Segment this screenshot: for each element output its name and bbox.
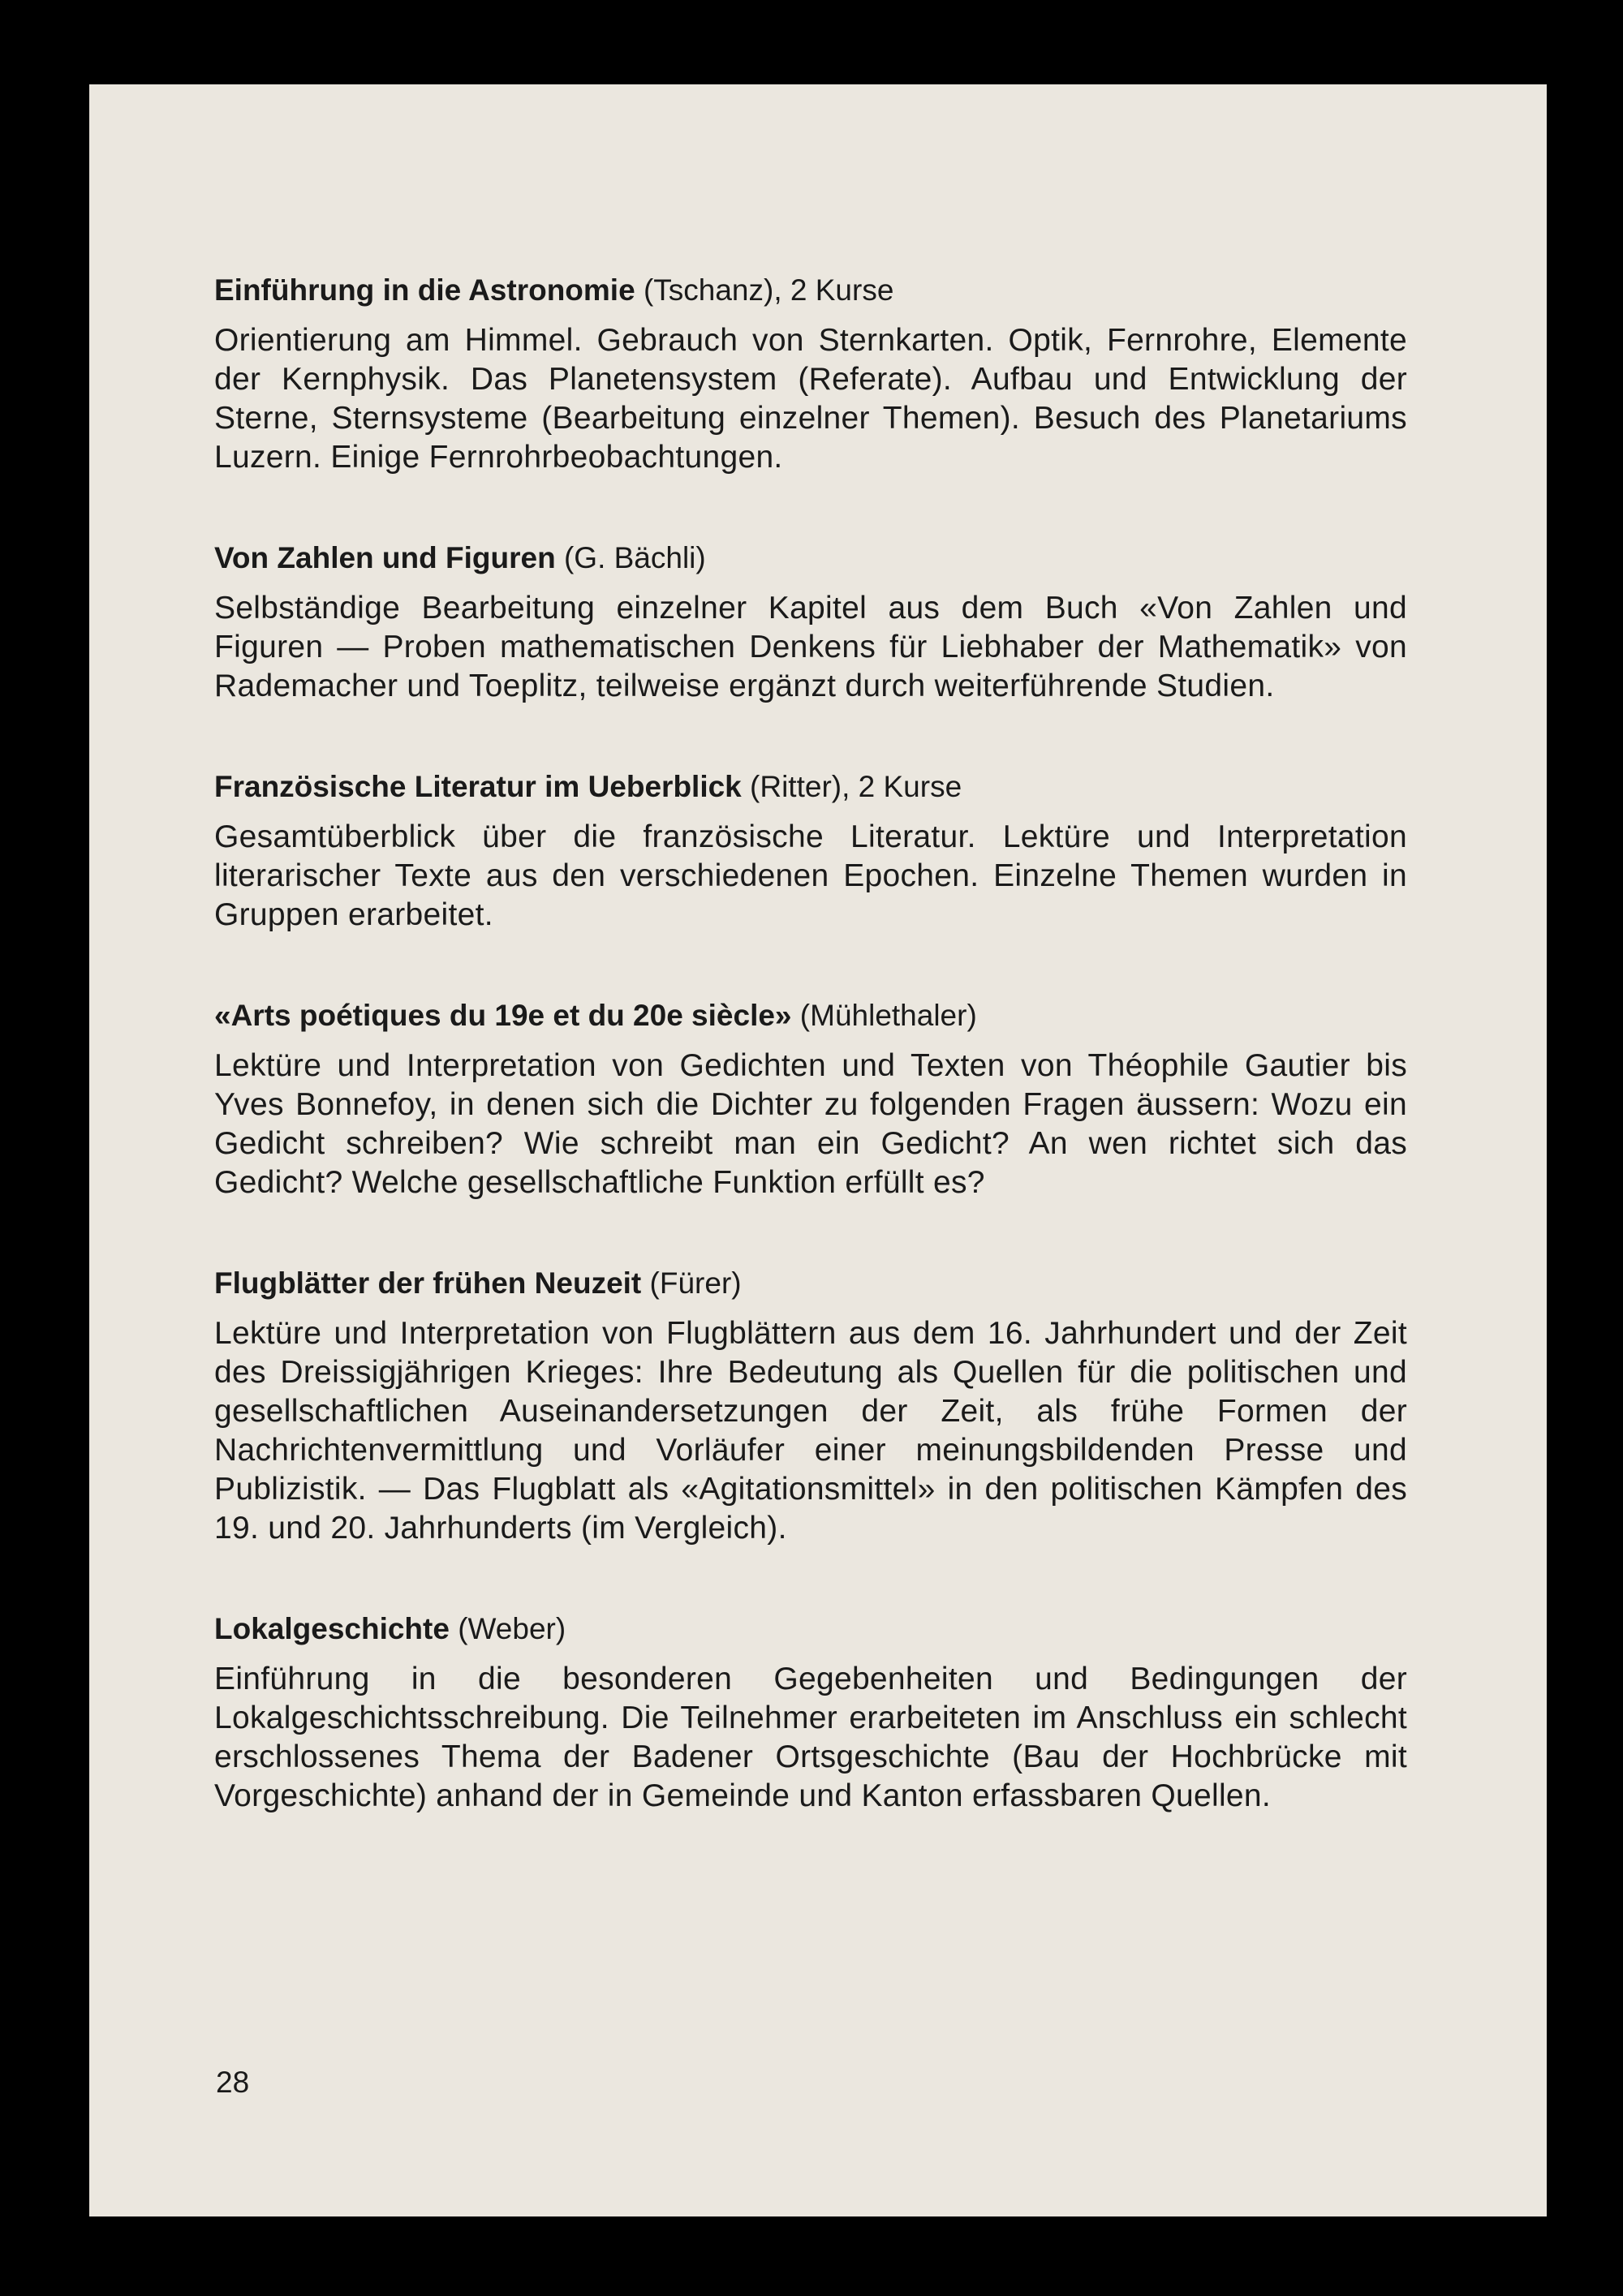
section-heading <box>214 1610 1407 1649</box>
section-flugblaetter <box>214 1264 1407 1548</box>
section-arts-poetiques <box>214 996 1407 1202</box>
section-lokalgeschichte <box>214 1610 1407 1816</box>
section-title: Lokalgeschichte <box>214 1612 450 1645</box>
section-heading <box>214 271 1407 310</box>
section-meta: (Weber) <box>458 1612 566 1645</box>
section-title: Von Zahlen und Figuren <box>214 541 556 574</box>
section-title: «Arts poétiques du 19e et du 20e siècle» <box>214 999 792 1032</box>
page-number: 28 <box>216 2066 250 2099</box>
section-heading <box>214 996 1407 1035</box>
page-content <box>214 271 1407 1877</box>
section-title: Französische Literatur im Ueberblick <box>214 770 742 803</box>
section-title: Flugblätter der frühen Neuzeit <box>214 1266 642 1300</box>
section-meta: (Ritter), 2 Kurse <box>750 770 962 803</box>
section-body: Einführung in die besonderen Gegebenheiten und Bedingungen der Lokalgeschichtsschreibung. Die Teilnehmer erarbeiteten im Anschluss ein schlecht erschlossenes Thema der Badener Ortsgeschichte (Bau der Hochbrücke mit Vorgeschichte) anhand der in Gemeinde und Kanton erfassbaren Quellen. <box>214 1662 1407 1813</box>
section-body: Lektüre und Interpretation von Gedichten und Texten von Théophile Gautier bis Yves Bonnefoy, in denen sich die Dichter zu folgenden Fragen äussern: Wozu ein Gedicht schreiben? Wie schreibt man ein Gedicht? An wen richtet sich das Gedicht? Welche gesellschaftliche Funktion erfüllt es? <box>214 1048 1407 1200</box>
section-meta: (Tschanz), 2 Kurse <box>643 273 894 307</box>
section-zahlen-figuren <box>214 539 1407 706</box>
section-heading <box>214 1264 1407 1303</box>
section-meta: (Mühlethaler) <box>799 999 977 1032</box>
section-body: Selbständige Bearbeitung einzelner Kapitel aus dem Buch «Von Zahlen und Figuren — Proben mathematischen Denkens für Liebhaber der Mathematik» von Rademacher und Toeplitz, teilweise ergänzt durch weiterführende Studien. <box>214 591 1407 703</box>
section-astronomie <box>214 271 1407 477</box>
section-title: Einführung in die Astronomie <box>214 273 635 307</box>
section-heading <box>214 539 1407 578</box>
section-body: Lektüre und Interpretation von Flugblättern aus dem 16. Jahrhundert und der Zeit des Dreissigjährigen Krieges: Ihre Bedeutung als Quellen für die politischen und gesellschaftlichen Auseinandersetzungen der Zeit, als frühe Formen der Nachrichtenvermittlung und Vorläufer einer meinungsbildenden Presse und Publizistik. — Das Flugblatt als «Agitationsmittel» in den politischen Kämpfen des 19. und 20. Jahrhunderts (im Vergleich). <box>214 1316 1407 1546</box>
section-body: Orientierung am Himmel. Gebrauch von Sternkarten. Optik, Fernrohre, Elemente der Kernphysik. Das Planetensystem (Referate). Aufbau und Entwicklung der Sterne, Sternsysteme (Bearbeitung einzelner Themen). Besuch des Planetariums Luzern. Einige Fernrohrbeobachtungen. <box>214 323 1407 475</box>
section-heading <box>214 767 1407 806</box>
section-meta: (G. Bächli) <box>563 541 706 574</box>
section-meta: (Fürer) <box>649 1266 742 1300</box>
section-body: Gesamtüberblick über die französische Literatur. Lektüre und Interpretation literarischer Texte aus den verschiedenen Epochen. Einzelne Themen wurden in Gruppen erarbeitet. <box>214 819 1407 932</box>
document-page <box>89 84 1547 2216</box>
section-franzoesische-literatur <box>214 767 1407 935</box>
